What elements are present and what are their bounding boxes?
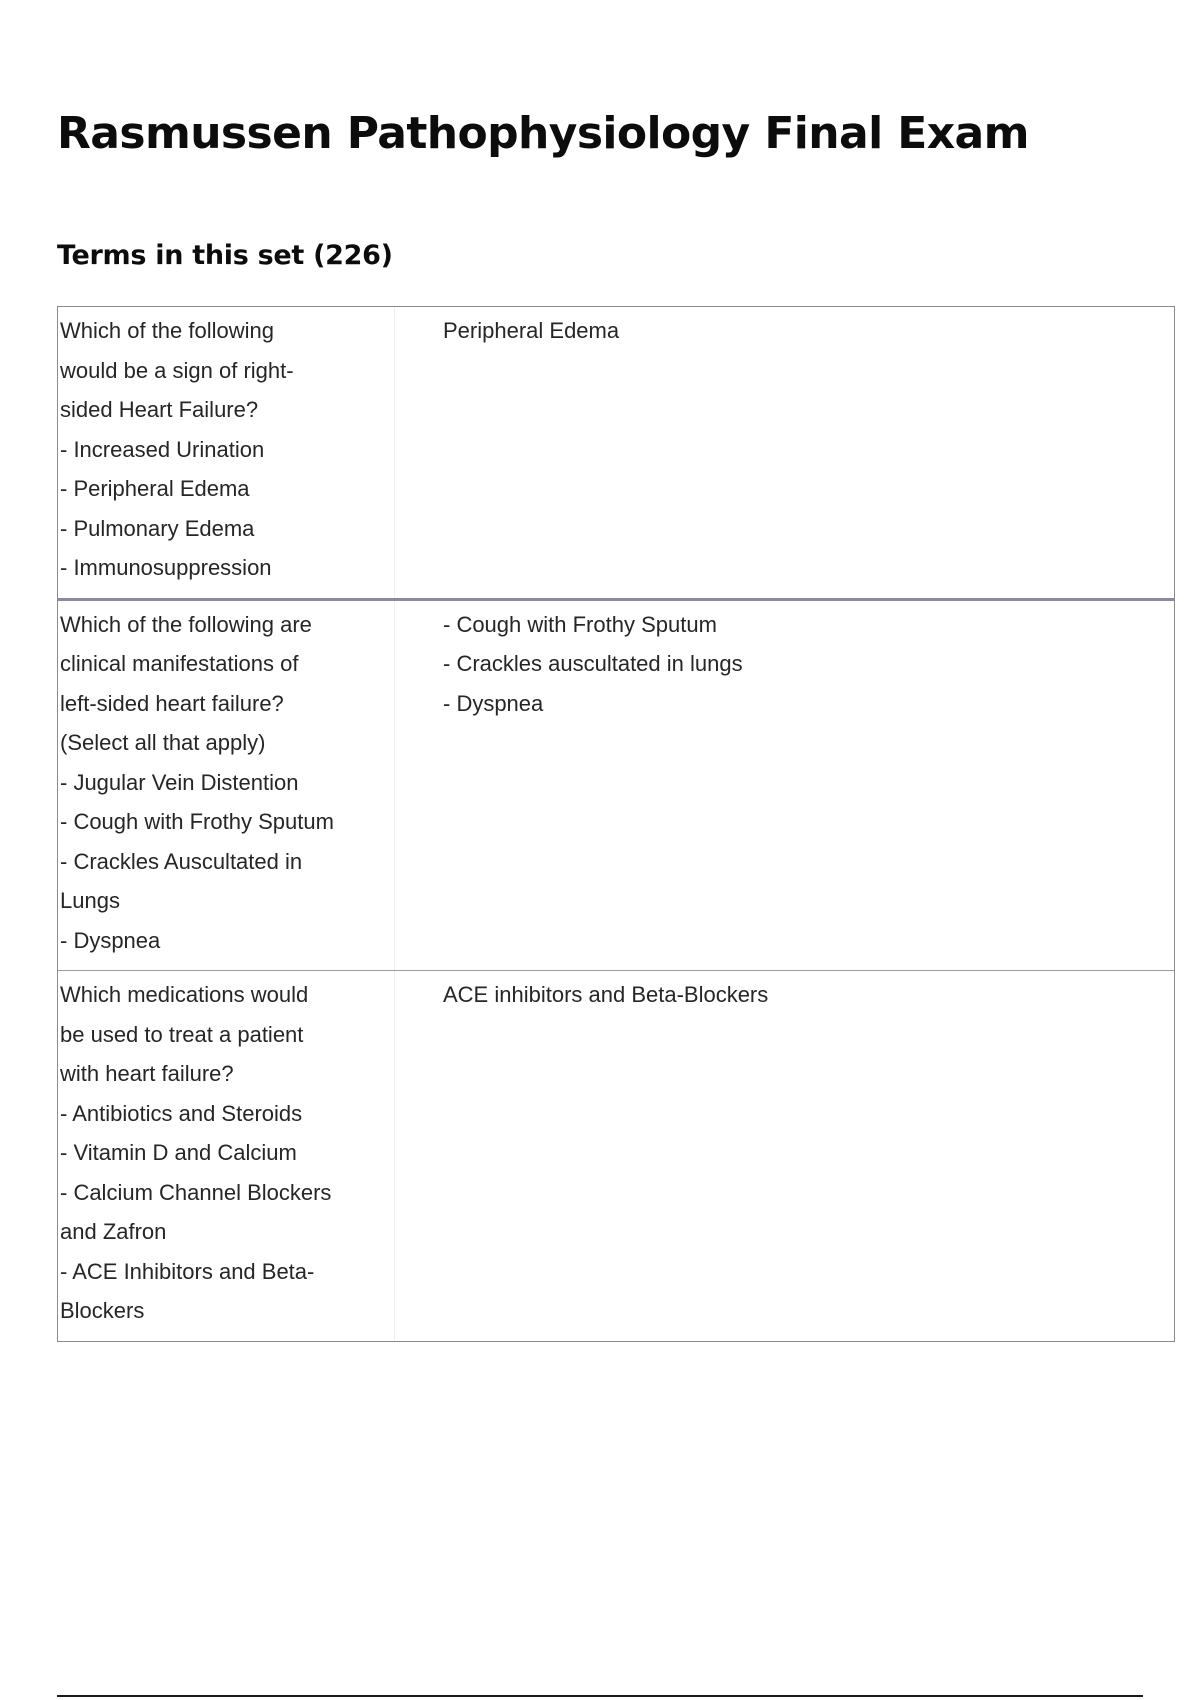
question-option: - Increased Urination [60,436,265,462]
question-option: - Dyspnea [60,927,161,953]
question-line: be used to treat a patient [60,1021,304,1047]
term-answer [395,971,1174,1341]
term-answer [395,307,1174,598]
answer-line: - Crackles auscultated in lungs [443,651,743,676]
question-line: Which of the following [60,318,274,343]
question-line: left-sided heart failure? [60,690,284,716]
answer-line: ACE inhibitors and Beta-Blockers [443,982,769,1007]
question-option: - ACE Inhibitors and Beta- [60,1258,315,1284]
answer-line: Peripheral Edema [443,318,620,343]
question-option: - Antibiotics and Steroids [60,1100,303,1126]
term-row [58,598,1174,971]
question-line: clinical manifestations of [60,651,299,676]
question-option: Lungs [60,888,120,913]
question-option: - Immunosuppression [60,555,272,580]
question-line: Which medications would [60,982,309,1007]
term-row [58,970,1174,1341]
question-line: would be a sign of right- [60,357,294,383]
term-question [58,601,395,971]
term-row [58,307,1174,598]
question-line: (Select all that apply) [60,730,266,755]
question-option: - Pulmonary Edema [60,515,255,541]
answer-line: - Cough with Frothy Sputum [443,611,717,637]
answer-line: - Dyspnea [443,690,544,716]
question-option: and Zafron [60,1219,167,1244]
question-line: with heart failure? [60,1061,234,1086]
term-answer [395,601,1174,971]
question-option: - Cough with Frothy Sputum [60,809,334,834]
question-option: - Crackles Auscultated in [60,848,303,874]
question-line: Which of the following are [60,611,312,637]
term-question [58,307,395,598]
page-title: Rasmussen Pathophysiology Final Exam [57,108,1029,159]
question-option: - Vitamin D and Calcium [60,1140,297,1165]
terms-table [57,306,1175,1342]
question-option: Blockers [60,1298,145,1323]
question-option: - Jugular Vein Distention [60,769,299,795]
question-line: sided Heart Failure? [60,397,259,422]
footer-divider [57,1695,1143,1697]
term-question [58,971,395,1341]
question-option: - Calcium Channel Blockers [60,1179,332,1205]
terms-count-heading: Terms in this set (226) [57,240,393,271]
question-option: - Peripheral Edema [60,476,250,501]
